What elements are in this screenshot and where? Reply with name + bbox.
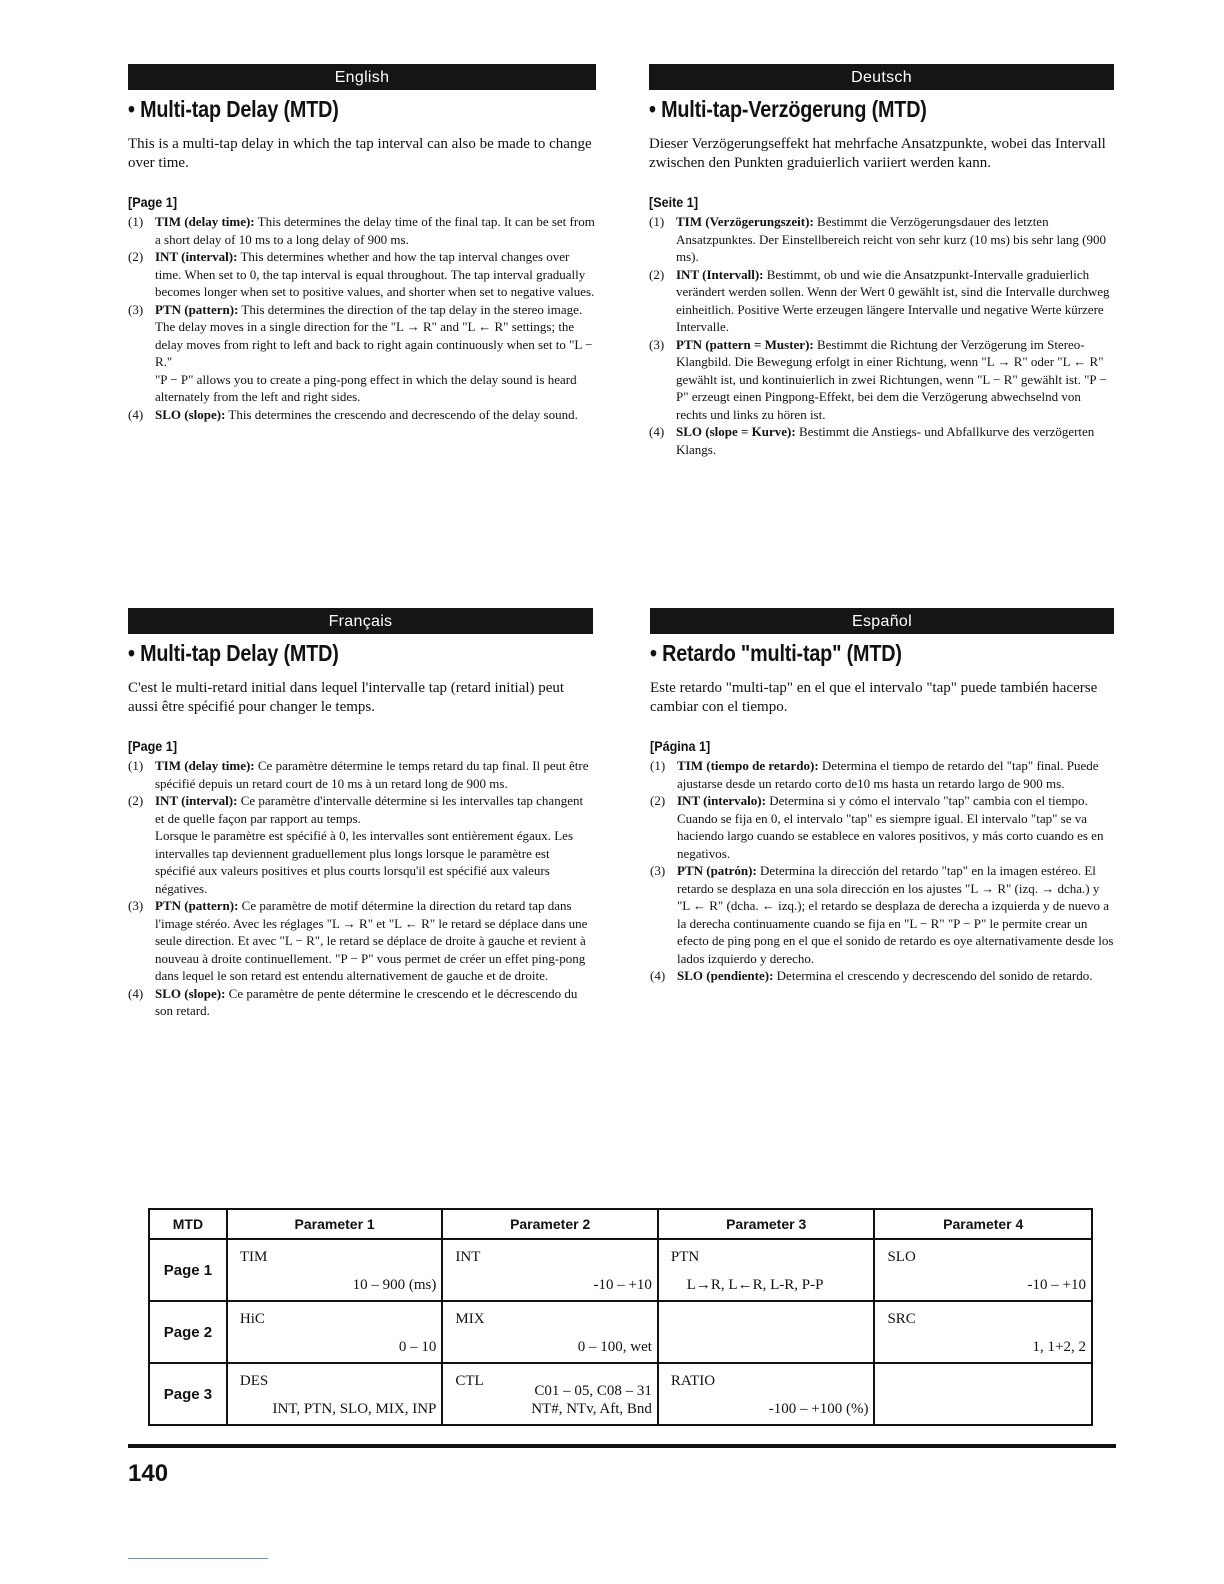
item-term: TIM (tiempo de retardo): (677, 758, 819, 773)
param-cell (442, 1301, 658, 1363)
param-range: 0 – 100, wet (577, 1339, 652, 1355)
list-item (649, 213, 1114, 266)
item-number: (1) (649, 214, 665, 229)
param-cell (442, 1363, 658, 1425)
list-item (128, 406, 596, 424)
item-description: Bestimmt, ob und wie die Ansatzpunkt-Intervalle graduierlich verändert werden sollen. Wenn der Wert 0 gewählt ist, sind die Intervalle durchweg einheitlich. Positive Werte erzeugen längere Intervalle und negative Werte kürzere Intervalle. (676, 266, 1110, 334)
param-cell (227, 1301, 443, 1363)
page-cell: Page 1 (149, 1239, 227, 1301)
section-title: • Multi-tap Delay (MTD) (128, 96, 339, 122)
param-range: 0 – 10 (398, 1339, 437, 1355)
param-cell (658, 1239, 875, 1301)
item-text (155, 406, 596, 424)
parameter-list (128, 213, 596, 423)
item-text (677, 757, 1114, 792)
param-name: TIM (239, 1249, 268, 1265)
list-item (128, 248, 596, 301)
table-row (149, 1363, 1092, 1425)
list-item (128, 757, 593, 792)
item-term: PTN (patrón): (677, 863, 757, 878)
list-item (128, 985, 593, 1020)
item-text (155, 248, 596, 301)
item-term: SLO (slope = Kurve): (676, 424, 796, 439)
table-row (149, 1301, 1092, 1363)
item-number: (1) (650, 758, 666, 773)
param-name: CTL (455, 1373, 484, 1389)
list-item (649, 336, 1114, 424)
page-cell: Page 3 (149, 1363, 227, 1425)
language-bar: Français (128, 608, 593, 634)
item-text (155, 792, 593, 897)
list-item (128, 301, 596, 406)
item-number: (3) (128, 898, 144, 913)
section-espanol (650, 608, 1114, 985)
param-name: DES (239, 1373, 269, 1389)
section-title: • Multi-tap Delay (MTD) (128, 640, 339, 666)
section-title: • Retardo "multi-tap" (MTD) (650, 640, 902, 666)
section-title: • Multi-tap-Verzögerung (MTD) (649, 96, 927, 122)
item-term: SLO (slope): (155, 406, 226, 422)
intro-text: Dieser Verzögerungseffekt hat mehrfache Ansatzpunkte, wobei das Intervall zwischen den Punkten graduierlich variiert werden kann. (649, 136, 1106, 171)
item-number: (3) (128, 301, 144, 317)
param-name: PTN (670, 1249, 700, 1265)
item-description: Determina el tiempo de retardo del "tap" final. Puede ajustarse desde un retardo corto de10 ms hasta un retardo largo de 900 ms. (677, 758, 1099, 791)
item-text (155, 757, 593, 792)
param-range: C01 – 05, C08 – 31 NT#, NTv, Aft, Bnd (531, 1383, 652, 1417)
list-item (649, 423, 1114, 458)
section-english (128, 64, 596, 423)
item-description: This determines the direction of the tap delay in the stereo image. The delay moves in a single direction for the "L → R" and "L ← R" settings; the delay moves from right to left and back to right again continuously when set to "L − R." "P − P" allows you to create a ping-pong effect in which the delay sound is heard alternately from the left and right sides. (155, 301, 593, 404)
param-cell (442, 1239, 658, 1301)
param-cell (874, 1363, 1092, 1425)
footer-line (128, 1558, 268, 1559)
param-name: INT (455, 1249, 481, 1265)
page-label: [Página 1] (650, 738, 711, 754)
intro-text: C'est le multi-retard initial dans lequel l'intervalle tap (retard initial) peut aussi être spécifié pour changer le temps. (128, 680, 565, 715)
item-description: Ce paramètre de pente détermine le crescendo et le décrescendo du son retard. (155, 985, 578, 1018)
item-term: TIM (Verzögerungszeit): (676, 214, 814, 229)
param-cell (658, 1301, 875, 1363)
parameter-list (650, 757, 1114, 985)
param-range: L→R, L←R, L-R, P-P (686, 1277, 824, 1293)
language-bar: English (128, 64, 596, 90)
parameter-list (649, 213, 1114, 458)
param-range: -10 – +10 (593, 1277, 652, 1293)
param-range: -100 – +100 (%) (768, 1401, 869, 1417)
param-cell (227, 1239, 443, 1301)
param-range: 1, 1+2, 2 (1032, 1339, 1086, 1355)
list-item (128, 897, 593, 985)
language-bar: Español (650, 608, 1114, 634)
item-description: This determines the crescendo and decrescendo of the delay sound. (225, 406, 578, 422)
list-item (649, 266, 1114, 336)
item-text (155, 985, 593, 1020)
item-term: SLO (pendiente): (677, 968, 774, 983)
item-number: (2) (128, 793, 144, 808)
param-cell (227, 1363, 443, 1425)
item-number: (1) (128, 758, 144, 773)
section-deutsch (649, 64, 1114, 458)
param-name: HiC (239, 1311, 265, 1327)
item-term: PTN (pattern): (155, 301, 239, 317)
item-text (677, 792, 1114, 862)
intro-text: This is a multi-tap delay in which the tap interval can also be made to change over time. (128, 136, 592, 171)
item-description: Bestimmt die Verzögerungsdauer des letzten Ansatzpunktes. Der Einstellbereich reicht von sehr kurz (10 ms) bis sehr lang (900 ms). (676, 214, 1106, 264)
table-header-row (149, 1209, 1092, 1239)
item-term: INT (interval): (155, 793, 238, 808)
item-number: (2) (128, 249, 144, 264)
item-number: (4) (649, 424, 665, 439)
page-number: 140 (128, 1460, 169, 1487)
item-description: Determina el crescendo y decrescendo del sonido de retardo. (773, 968, 1093, 983)
param-range: -10 – +10 (1027, 1277, 1086, 1293)
item-number: (4) (128, 985, 144, 1001)
item-text (677, 862, 1114, 967)
param-cell (658, 1363, 875, 1425)
item-term: PTN (pattern = Muster): (676, 336, 814, 352)
item-number: (4) (128, 406, 144, 422)
item-text (677, 967, 1114, 985)
item-description: Ce paramètre détermine le temps retard du tap final. Il peut être spécifié depuis un retard court de 10 ms à un retard long de 900 ms. (155, 758, 589, 791)
header-cell: MTD (149, 1209, 227, 1239)
bottom-rule (128, 1444, 1116, 1448)
list-item (650, 967, 1114, 985)
param-name: MIX (455, 1311, 485, 1327)
param-range: 10 – 900 (ms) (352, 1277, 437, 1293)
param-cell (874, 1301, 1092, 1363)
item-number: (3) (650, 863, 666, 878)
list-item (650, 792, 1114, 862)
item-term: SLO (slope): (155, 985, 226, 1001)
item-text (155, 301, 596, 406)
language-bar: Deutsch (649, 64, 1114, 90)
list-item (128, 792, 593, 897)
header-cell: Parameter 1 (227, 1209, 443, 1239)
item-term: INT (Intervall): (676, 266, 764, 282)
section-francais (128, 608, 593, 1020)
item-number: (2) (650, 793, 666, 808)
item-term: TIM (delay time): (155, 758, 255, 773)
page-label: [Seite 1] (649, 194, 699, 210)
page-label: [Page 1] (128, 194, 178, 210)
parameter-list (128, 757, 593, 1020)
header-cell: Parameter 4 (874, 1209, 1092, 1239)
item-description: Determina si y cómo el intervalo "tap" cambia con el tiempo. Cuando se fija en 0, el intervalo "tap" es siempre igual. El intervalo "tap" se va haciendo largo cuando se establece en valores positivos, y más corto cuando es en negativos. (677, 793, 1104, 861)
page-cell: Page 2 (149, 1301, 227, 1363)
param-name: SLO (887, 1249, 916, 1265)
item-description: Bestimmt die Richtung der Verzögerung im Stereo-Klangbild. Die Bewegung erfolgt in einer Richtung, wenn "L → R" oder "L ← R" gewählt ist, und kontinuierlich in zwei Richtungen, wenn "L − R" gewählt ist. "P − P" erzeugt einen Pingpong-Effekt, bei dem die Verzögerung abwechselnd von rechts und links zu hören ist. (676, 336, 1107, 422)
item-number: (1) (128, 214, 144, 229)
item-description: This determines the delay time of the final tap. It can be set from a short delay of 10 ms to a long delay of 900 ms. (155, 214, 595, 247)
item-text (676, 336, 1114, 424)
item-term: INT (intervalo): (677, 793, 766, 808)
header-cell: Parameter 3 (658, 1209, 875, 1239)
item-description: This determines whether and how the tap interval changes over time. When set to 0, the tap interval is equal throughout. The tap interval gradually becomes longer when set to positive values, and shorter when set to negative values. (155, 249, 595, 299)
item-number: (2) (649, 266, 665, 282)
item-text (676, 213, 1114, 266)
param-cell (874, 1239, 1092, 1301)
table-row (149, 1239, 1092, 1301)
item-number: (3) (649, 336, 665, 352)
item-term: PTN (pattern): (155, 898, 239, 913)
list-item (650, 862, 1114, 967)
item-description: Ce paramètre d'intervalle détermine si les intervalles tap changent et de quelle façon par rapport au temps. Lorsque le paramètre est spécifié à 0, les intervalles sont entièrement égaux. Les intervalles tap deviennent graduellement plus longs lorsque le paramètre est spécifié aux valeurs positives et plus courts lorsqu'il est spécifié aux valeurs négatives. (155, 793, 584, 896)
list-item (128, 213, 596, 248)
item-term: INT (interval): (155, 249, 238, 264)
item-description: Determina la dirección del retardo "tap" en la imagen estéreo. El retardo se desplaza en una sola dirección en los ajustes "L → R" (izq. → dcha.) y "L ← R" (dcha. ← izq.); el retardo se desplaza de derecha a izquierda y de nuevo a la derecha continuamente cuando se fija en "L − R" "P − P" le permite crear un efecto de ping pong en el que el sonido de retardo es oye alternativamente desde los lados izquierdo y derecho. (677, 863, 1114, 966)
list-item (650, 757, 1114, 792)
item-description: Ce paramètre de motif détermine la direction du retard tap dans l'image stéréo. Avec les réglages "L → R" et "L ← R" le retard se déplace dans une seule direction. Et avec "L − R", le retard se déplace de droite à gauche et revient à nouveau à droite continuellement. "P − P" vous permet de créer un effet ping-pong dans lequel le son retard est entendu alternativement de gauche et de droite. (155, 898, 588, 983)
item-text (676, 266, 1114, 336)
item-text (155, 213, 596, 248)
item-number: (4) (650, 968, 666, 983)
param-name: RATIO (670, 1373, 716, 1389)
param-name: SRC (887, 1311, 916, 1327)
item-text (155, 897, 593, 985)
parameter-table (148, 1208, 1093, 1426)
item-text (676, 423, 1114, 458)
item-description: Bestimmt die Anstiegs- und Abfallkurve des verzögerten Klangs. (676, 424, 1095, 457)
param-range: INT, PTN, SLO, MIX, INP (272, 1401, 437, 1417)
header-cell: Parameter 2 (442, 1209, 658, 1239)
item-term: TIM (delay time): (155, 214, 255, 229)
page-label: [Page 1] (128, 738, 178, 754)
intro-text: Este retardo "multi-tap" en el que el intervalo "tap" puede también hacerse cambiar con el tiempo. (650, 680, 1098, 715)
